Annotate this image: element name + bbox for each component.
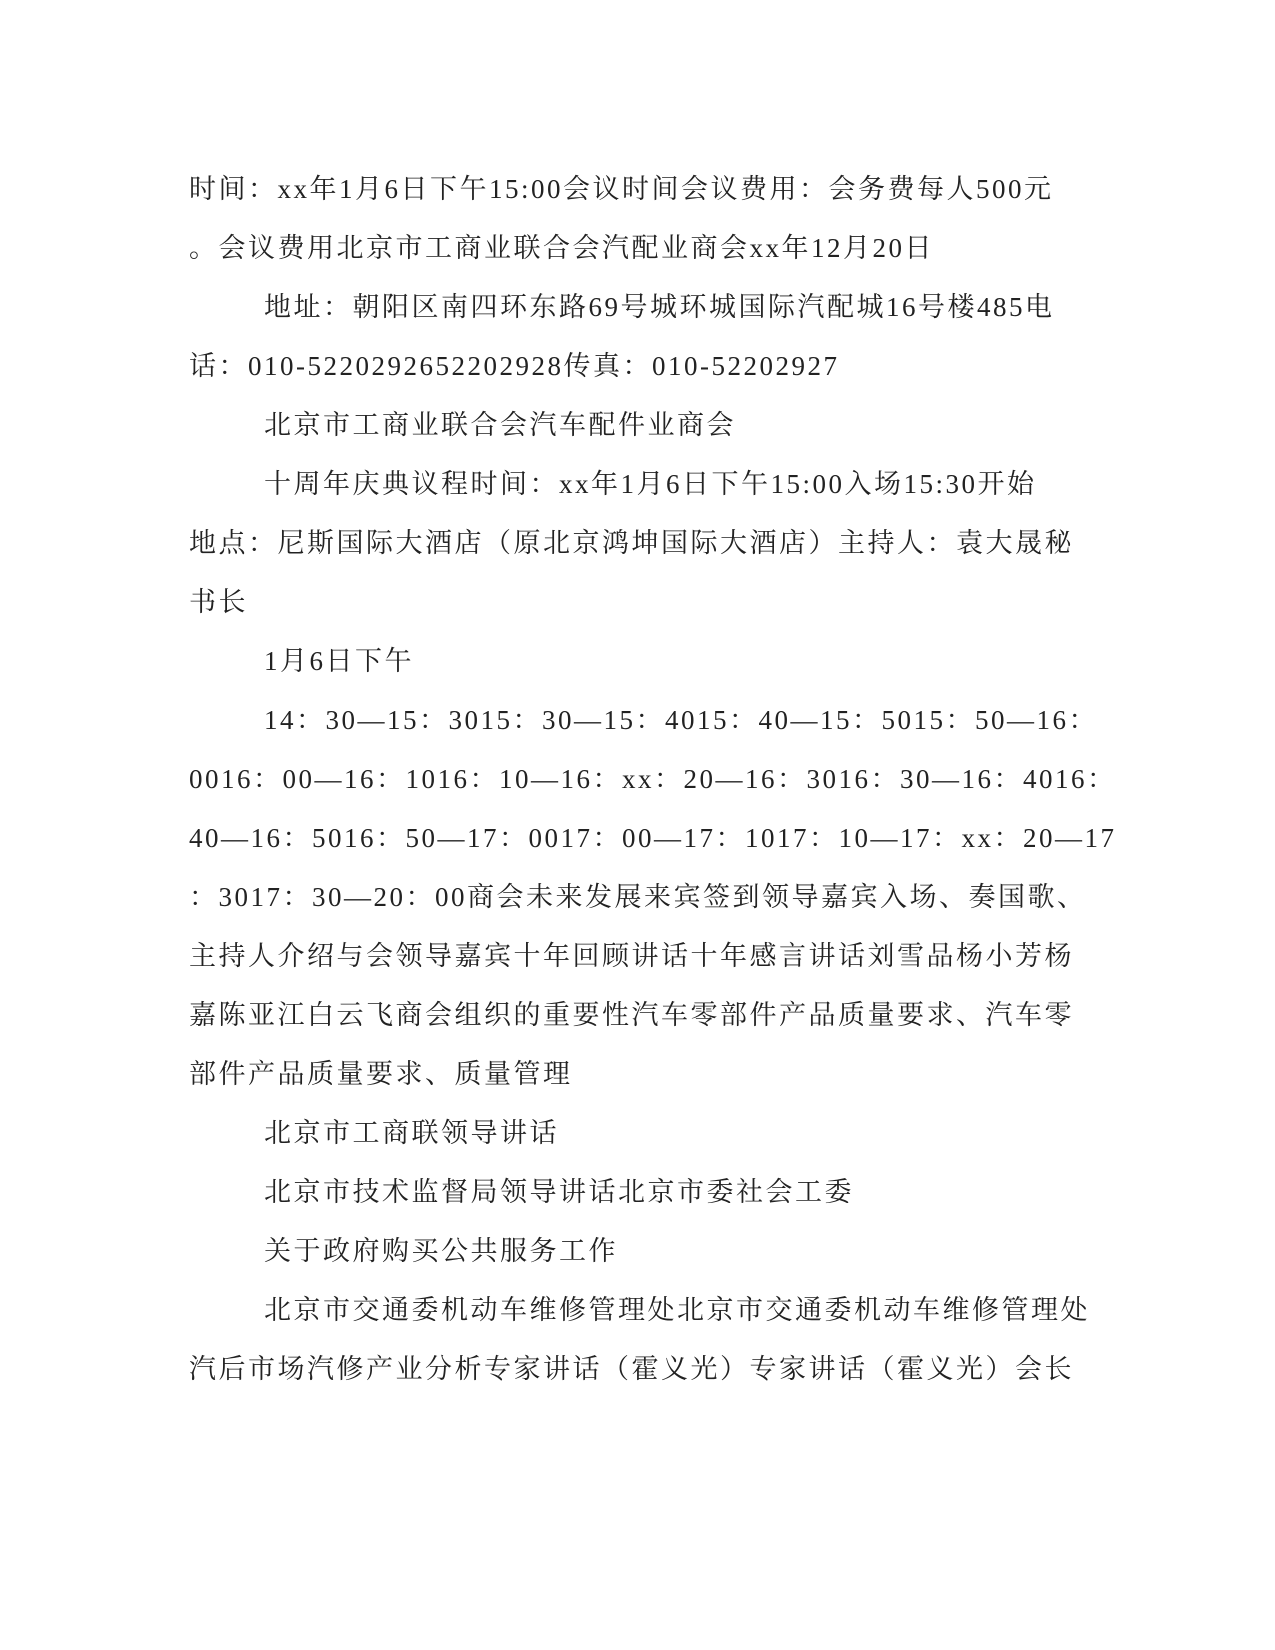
text-line: ：3017：30—20：00商会未来发展来宾签到领导嘉宾入场、奏国歌、 [189, 882, 1087, 912]
text-line: 地址：朝阳区南四环东路69号城环城国际汽配城16号楼485电 [264, 292, 1055, 322]
text-line: 部件产品质量要求、质量管理 [189, 1059, 573, 1089]
text-line: 地点：尼斯国际大酒店（原北京鸿坤国际大酒店）主持人：袁大晟秘 [189, 528, 1074, 558]
text-line: 关于政府购买公共服务工作 [264, 1236, 618, 1266]
text-line: 0016：00—16：1016：10—16：xx：20—16：3016：30—16：4016： [189, 764, 1117, 794]
text-line: 40—16：5016：50—17：0017：00—17：1017：10—17：xx：20—17 [189, 823, 1117, 853]
text-line: 1月6日下午 [264, 646, 414, 676]
text-line: 北京市工商联领导讲话 [264, 1118, 559, 1148]
text-line: 十周年庆典议程时间：xx年1月6日下午15:00入场15:30开始 [264, 469, 1037, 499]
document-body [189, 160, 1117, 1399]
text-line: 。会议费用北京市工商业联合会汽配业商会xx年12月20日 [189, 233, 934, 263]
text-line: 嘉陈亚江白云飞商会组织的重要性汽车零部件产品质量要求、汽车零 [189, 1000, 1074, 1030]
text-line: 北京市技术监督局领导讲话北京市委社会工委 [264, 1177, 854, 1207]
text-line: 话：010-5220292652202928传真：010-52202927 [189, 351, 840, 381]
text-line: 北京市交通委机动车维修管理处北京市交通委机动车维修管理处 [264, 1295, 1090, 1325]
text-line: 主持人介绍与会领导嘉宾十年回顾讲话十年感言讲话刘雪品杨小芳杨 [189, 941, 1074, 971]
text-line: 14：30—15：3015：30—15：4015：40—15：5015：50—16： [264, 705, 1098, 735]
text-line: 北京市工商业联合会汽车配件业商会 [264, 410, 736, 440]
text-line: 书长 [189, 587, 248, 617]
text-line: 汽后市场汽修产业分析专家讲话（霍义光）专家讲话（霍义光）会长 [189, 1354, 1074, 1384]
text-line: 时间：xx年1月6日下午15:00会议时间会议费用：会务费每人500元 [189, 174, 1054, 204]
